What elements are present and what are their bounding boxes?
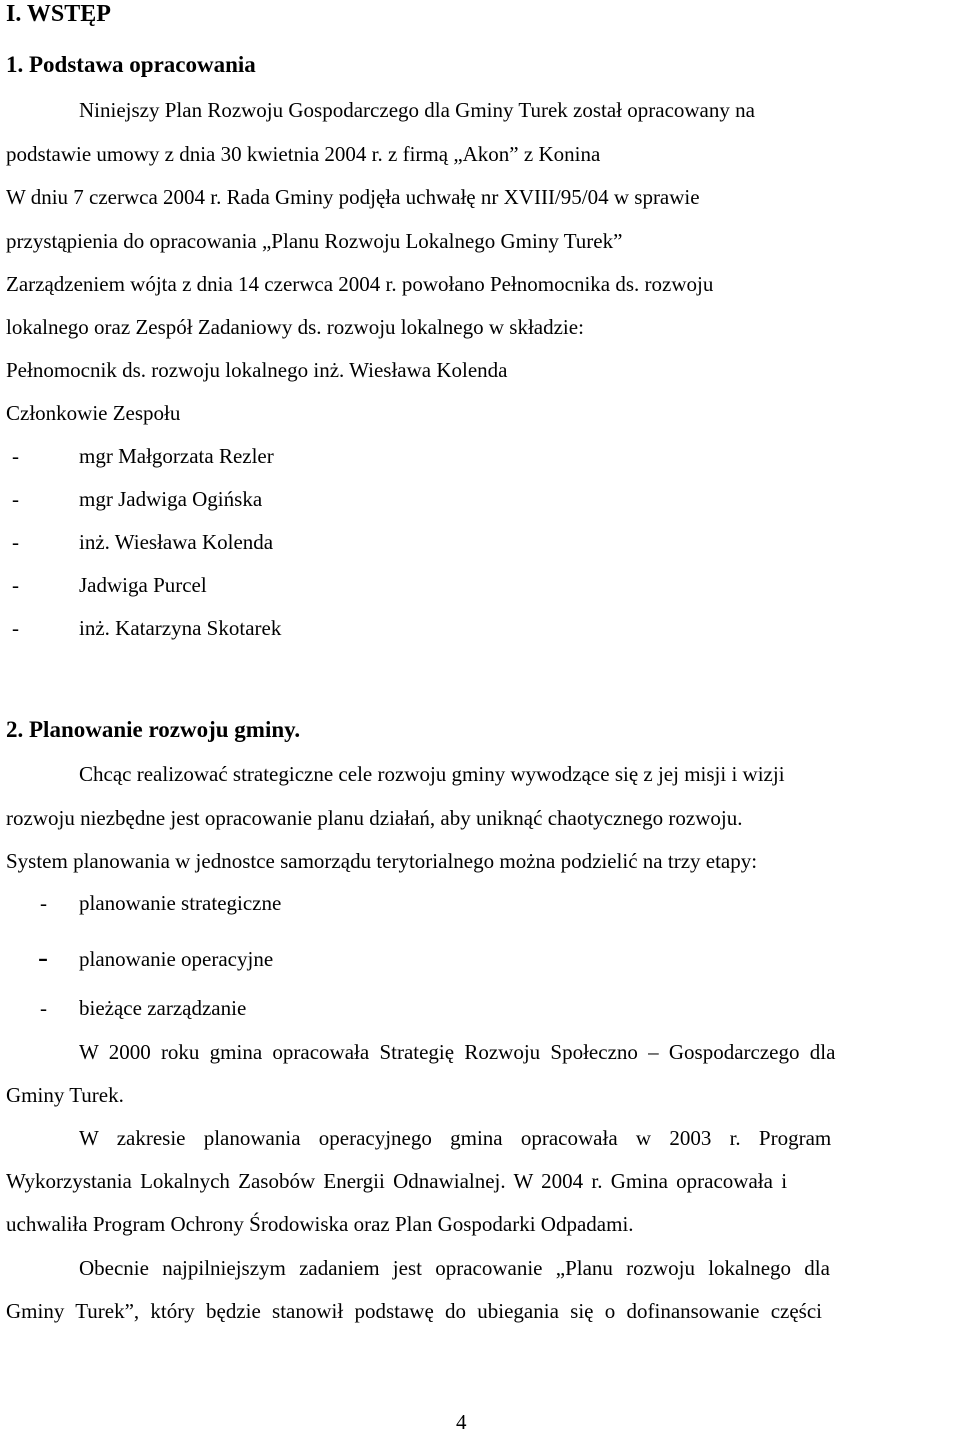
- stage-item: bieżące zarządzanie: [79, 996, 247, 1020]
- member-item: mgr Małgorzata Rezler: [79, 444, 274, 468]
- stage-dash: -: [40, 996, 47, 1020]
- s1-line-2: podstawie umowy z dnia 30 kwietnia 2004 r. z firmą „Akon” z Konina: [6, 142, 601, 166]
- s2-para3-line-3: uchwaliła Program Ochrony Środowiska oraz Plan Gospodarki Odpadami.: [6, 1212, 634, 1236]
- member-dash: -: [12, 487, 19, 511]
- stage-dash: -: [40, 891, 47, 915]
- s2-para2-line-1: W 2000 roku gmina opracowała Strategię Rozwoju Społeczno – Gospodarczego dla: [79, 1040, 836, 1064]
- page-number: 4: [456, 1410, 467, 1434]
- s1-line-6: lokalnego oraz Zespół Zadaniowy ds. rozwoju lokalnego w składzie:: [6, 315, 584, 339]
- member-item: Jadwiga Purcel: [79, 573, 207, 597]
- member-item: mgr Jadwiga Ogińska: [79, 487, 263, 511]
- s1-line-4: przystąpienia do opracowania „Planu Rozwoju Lokalnego Gminy Turek”: [6, 229, 623, 253]
- stage-item: planowanie strategiczne: [79, 891, 282, 915]
- member-dash: -: [12, 616, 19, 640]
- stage-item: planowanie operacyjne: [79, 947, 274, 971]
- s1-line-3: W dniu 7 czerwca 2004 r. Rada Gminy podjęła uchwałę nr XVIII/95/04 w sprawie: [6, 185, 700, 209]
- section-2-title: 2. Planowanie rozwoju gminy.: [6, 717, 301, 742]
- member-item: inż. Wiesława Kolenda: [79, 530, 274, 554]
- s1-line-7: Pełnomocnik ds. rozwoju lokalnego inż. Wiesława Kolenda: [6, 358, 508, 382]
- member-dash: -: [12, 573, 19, 597]
- section-1-title: 1. Podstawa opracowania: [6, 52, 256, 77]
- stage-dash: -: [38, 941, 48, 974]
- member-dash: -: [12, 530, 19, 554]
- s2-para1-line-3: System planowania w jednostce samorządu terytorialnego można podzielić na trzy etapy:: [6, 849, 758, 873]
- chapter-heading: I. WSTĘP: [6, 1, 111, 27]
- s2-para4-line-1: Obecnie najpilniejszym zadaniem jest opracowanie „Planu rozwoju lokalnego dla: [79, 1256, 830, 1280]
- s2-para4-line-2: Gminy Turek”, który będzie stanowił podstawę do ubiegania się o dofinansowanie części: [6, 1299, 822, 1323]
- s1-line-8: Członkowie Zespołu: [6, 401, 181, 425]
- s2-para3-line-1: W zakresie planowania operacyjnego gmina opracowała w 2003 r. Program: [79, 1126, 832, 1150]
- s1-line-5: Zarządzeniem wójta z dnia 14 czerwca 2004 r. powołano Pełnomocnika ds. rozwoju: [6, 272, 714, 296]
- member-item: inż. Katarzyna Skotarek: [79, 616, 282, 640]
- member-dash: -: [12, 444, 19, 468]
- s2-para3-line-2: Wykorzystania Lokalnych Zasobów Energii Odnawialnej. W 2004 r. Gmina opracowała i: [6, 1169, 788, 1193]
- s2-para1-line-2: rozwoju niezbędne jest opracowanie planu działań, aby uniknąć chaotycznego rozwoju.: [6, 806, 743, 830]
- s2-para2-line-2: Gminy Turek.: [6, 1083, 124, 1107]
- s2-para1-line-1: [79, 764, 953, 785]
- justified-line: Chcąc realizować strategiczne cele rozwoju gminy wywodzące się z jej misji i wizji: [79, 762, 785, 786]
- s1-line-1: Niniejszy Plan Rozwoju Gospodarczego dla Gminy Turek został opracowany na: [79, 98, 755, 122]
